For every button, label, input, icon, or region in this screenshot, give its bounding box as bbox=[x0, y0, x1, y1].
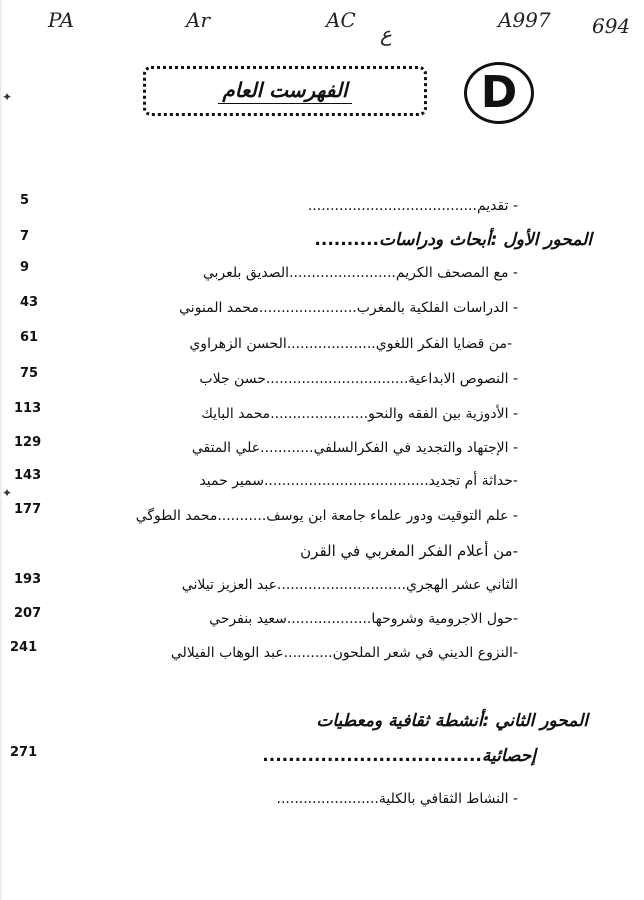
toc-entry bbox=[179, 301, 518, 315]
handwritten-note-2: Ar bbox=[186, 8, 211, 32]
leader-dots: ................................ bbox=[265, 371, 409, 387]
section-heading-text: المحور الأول :أبحاث ودراسات bbox=[379, 230, 592, 250]
toc-entry bbox=[182, 578, 518, 592]
scan-edge bbox=[0, 0, 3, 900]
entry-title: -حول الاجرومية وشروحها bbox=[371, 611, 518, 627]
entry-title: -النزوع الديني في شعر الملحون bbox=[332, 645, 518, 661]
entry-author: محمد المنوني bbox=[179, 300, 259, 316]
toc-entry bbox=[201, 407, 518, 421]
page-number: 271 bbox=[10, 745, 38, 760]
entry-author: الحسن الزهراوي bbox=[189, 336, 287, 352]
entry-title: - الإجتهاد والتجديد في الفكرالسلفي bbox=[313, 440, 518, 456]
page-number: 5 bbox=[20, 193, 30, 208]
toc-entry bbox=[189, 337, 512, 351]
toc-entry bbox=[277, 792, 518, 806]
toc-entry bbox=[300, 544, 518, 559]
entry-title: - النصوص الابداعية bbox=[408, 371, 518, 387]
toc-entry bbox=[171, 646, 518, 660]
handwritten-note-4: ع bbox=[380, 22, 392, 46]
leader-dots: .......... bbox=[314, 230, 380, 250]
leader-dots: ............................. bbox=[276, 577, 406, 593]
entry-author: حسن جلاب bbox=[199, 371, 266, 387]
leader-dots: ................... bbox=[286, 611, 372, 627]
page-number: 193 bbox=[14, 572, 42, 587]
page-number: 129 bbox=[14, 435, 42, 450]
section-badge: D bbox=[464, 62, 534, 124]
leader-dots: ...................................... bbox=[307, 198, 477, 214]
leader-dots: ........... bbox=[283, 645, 333, 661]
page-number: 7 bbox=[20, 229, 30, 244]
handwritten-note-5: A997 bbox=[498, 8, 551, 32]
entry-author: عبد الوهاب الفيلالي bbox=[170, 645, 284, 661]
page-number: 61 bbox=[20, 330, 39, 345]
page-title: الفهرست العام bbox=[218, 78, 351, 104]
leader-dots: ........... bbox=[217, 508, 267, 524]
entry-title: الثاني عشر الهجري bbox=[405, 577, 518, 593]
handwritten-note-3: AC bbox=[326, 8, 356, 32]
leader-dots: ...................... bbox=[270, 406, 369, 422]
entry-author: علي المتقي bbox=[191, 440, 261, 456]
page-number: 9 bbox=[20, 260, 30, 275]
toc-entry bbox=[136, 509, 518, 523]
handwritten-note-1: PA bbox=[48, 8, 75, 32]
entry-title: -من قضايا الفكر اللغوي bbox=[375, 336, 512, 352]
section-heading-text: المحور الثاني :أنشطة ثقافية ومعطيات bbox=[316, 711, 588, 731]
leader-dots: ...................... bbox=[258, 300, 357, 316]
leader-dots: .................... bbox=[286, 336, 376, 352]
toc-entry bbox=[203, 266, 518, 280]
page-number: 207 bbox=[14, 606, 42, 621]
leader-dots: ............ bbox=[260, 440, 314, 456]
entry-title: -من أعلام الفكر المغربي في القرن bbox=[300, 542, 518, 560]
toc-entry bbox=[199, 474, 518, 488]
entry-title: - علم التوقيت ودور علماء جامعة ابن يوسف bbox=[266, 508, 518, 524]
section-heading-text: إحصائية bbox=[481, 746, 536, 766]
page-number: 113 bbox=[14, 401, 42, 416]
toc-entry bbox=[308, 199, 518, 213]
section-heading bbox=[262, 748, 536, 765]
entry-title: - الأدوزية بين الفقه والنحو bbox=[368, 406, 518, 422]
scan-mark: ✦ bbox=[2, 90, 13, 104]
toc-entry bbox=[209, 612, 518, 626]
entry-author: سمير حميد bbox=[199, 473, 264, 489]
page-number: 143 bbox=[14, 468, 42, 483]
toc-entry bbox=[199, 372, 518, 386]
title-box bbox=[143, 66, 427, 116]
section-heading bbox=[316, 713, 588, 730]
leader-dots: ........................ bbox=[289, 265, 396, 281]
page-number: 177 bbox=[14, 502, 42, 517]
entry-title: - الدراسات الفلكية بالمغرب bbox=[356, 300, 518, 316]
leader-dots: ....................... bbox=[276, 791, 379, 807]
toc-entry bbox=[192, 441, 518, 455]
page-number: 43 bbox=[20, 295, 39, 310]
entry-title: - مع المصحف الكريم bbox=[395, 265, 518, 281]
entry-author: محمد الطوگي bbox=[135, 508, 218, 524]
entry-author: عبد العزيز تيلاني bbox=[181, 577, 277, 593]
handwritten-note-6: 694 bbox=[592, 14, 631, 38]
section-heading bbox=[314, 232, 592, 249]
entry-author: محمد البايك bbox=[201, 406, 271, 422]
scan-mark: ✦ bbox=[2, 486, 13, 500]
entry-author: الصديق بلعربي bbox=[202, 265, 290, 281]
entry-title: - النشاط الثقافي بالكلية bbox=[378, 791, 518, 807]
entry-title: -حداثة أم تجديد bbox=[428, 473, 518, 489]
page-number: 241 bbox=[10, 640, 38, 655]
page-number: 75 bbox=[20, 366, 39, 381]
leader-dots: ..................................... bbox=[263, 473, 429, 489]
entry-title: - تقديم bbox=[476, 198, 518, 214]
entry-author: سعيد بنفرحي bbox=[209, 611, 287, 627]
leader-dots: .................................. bbox=[262, 746, 482, 766]
